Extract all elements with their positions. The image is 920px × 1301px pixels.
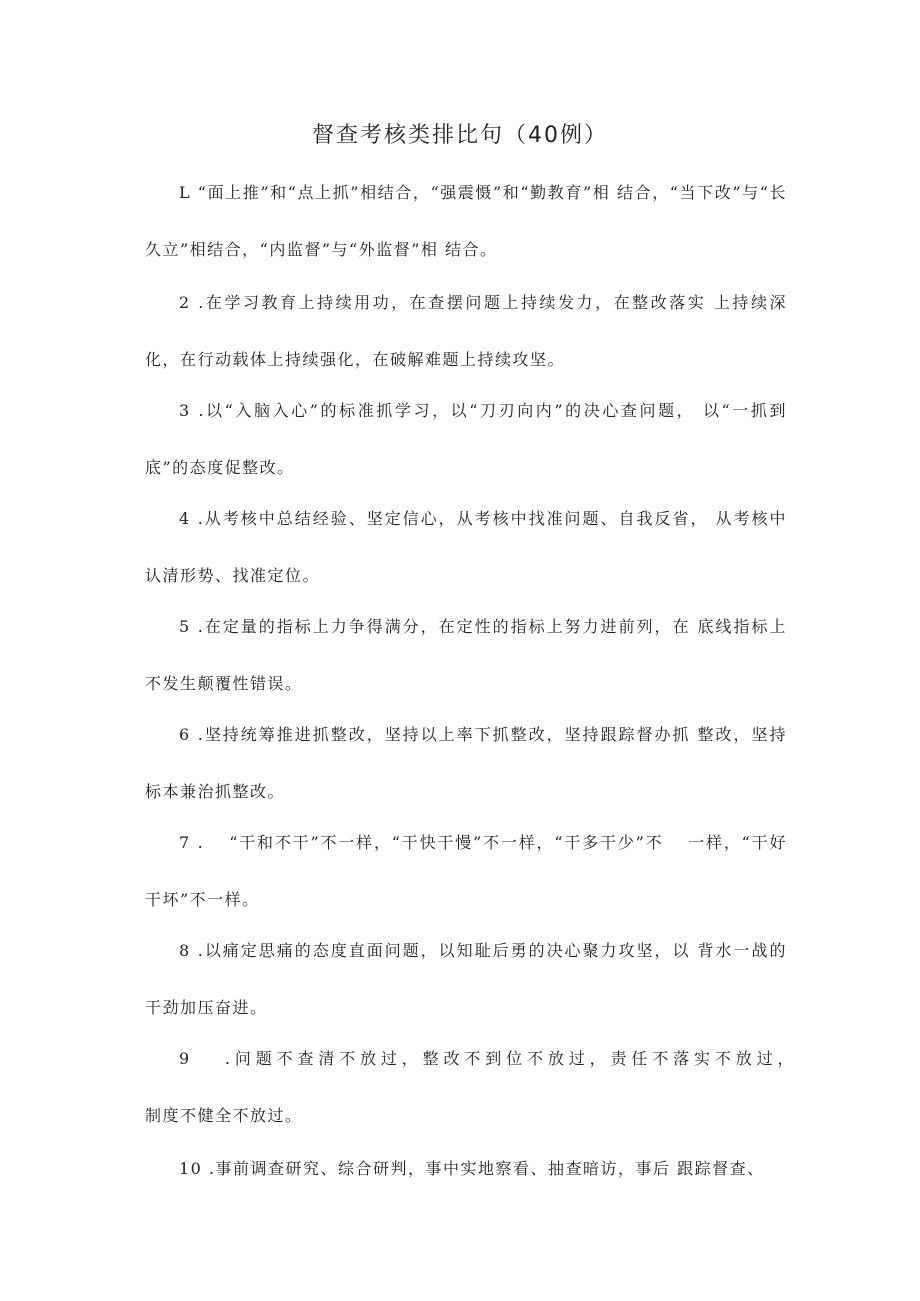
document-title: 督查考核类排比句（40例） [312,123,608,148]
list-item-6: 6 .坚持统筹推进抓整改，坚持以上率下抓整改，坚持跟踪督办抓 整改，坚持标本兼治抓整改。 [145,725,787,801]
list-item-10: 10 .事前调查研究、综合研判，事中实地察看、抽查暗访，事后 跟踪督查、 [179,1159,765,1178]
list-item-3: 3 .以“入脑入心”的标准抓学习，以“刀刃向内”的决心查问题， 以“一抓到底”的态度促整改。 [145,401,787,477]
list-item-8: 8 .以痛定思痛的态度直面问题，以知耻后勇的决心聚力攻坚，以 背水一战的干劲加压奋进。 [145,941,787,1017]
list-item-5: 5 .在定量的指标上力争得满分，在定性的指标上努力进前列，在 底线指标上不发生颠覆性错误。 [145,617,787,693]
list-item-7: 7 . “干和不干”不一样，“干快干慢”不一样，“干多干少”不 一样，“干好干坏”不一样。 [145,833,787,909]
list-item-9: 9 .问题不查清不放过，整改不到位不放过，责任不落实不放过， 制度不健全不放过。 [145,1049,882,1125]
list-item-2: 2 .在学习教育上持续用功，在查摆问题上持续发力，在整改落实 上持续深化，在行动载体上持续强化，在破解难题上持续攻坚。 [145,293,787,369]
list-item-1: L “面上推”和“点上抓”相结合，“强震慑”和“勤教育”相 结合，“当下改”与“长久立”相结合，“内监督”与“外监督”相 结合。 [145,183,787,259]
list-item-4: 4 .从考核中总结经验、坚定信心，从考核中找准问题、自我反省， 从考核中认清形势、找准定位。 [145,509,787,585]
